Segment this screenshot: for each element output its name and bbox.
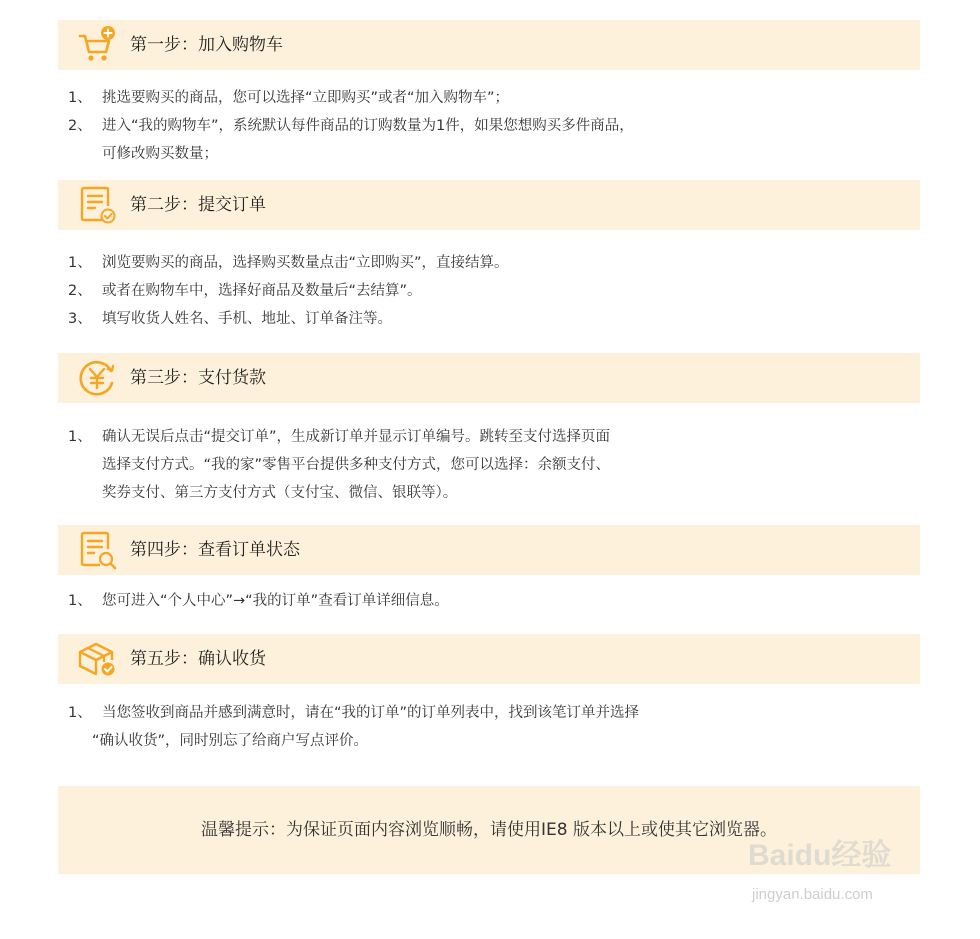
step-3-header [58,353,920,403]
list-item [68,305,928,333]
item-text-continued: 奖券支付、第三方支付方式（支付宝、微信、银联等）。 [102,485,458,501]
list-item [68,277,928,305]
item-text: 您可进入“个人中心”→“我的订单”查看订单详细信息。 [102,593,449,609]
item-number: 1、 [68,429,92,445]
item-text: 浏览要购买的商品，选择购买数量点击“立即购买”，直接结算。 [102,255,509,271]
step-3-title: 第三步：支付货款 [130,368,266,388]
item-number: 1、 [68,90,92,106]
step-5-header [58,634,920,684]
item-text: 填写收货人姓名、手机、地址、订单备注等。 [102,311,392,327]
item-text-continued: “确认收货”，同时别忘了给商户写点评价。 [92,733,369,749]
yuan-payment-icon [76,357,118,399]
order-search-icon [76,529,118,571]
step-4-title: 第四步：查看订单状态 [130,540,300,560]
step-4-list [68,587,928,615]
watermark [748,830,928,920]
step-1-list [68,84,928,168]
item-number: 1、 [68,593,92,609]
item-text-continued: 选择支付方式。“我的家”零售平台提供多种支付方式，您可以选择：余额支付、 [102,457,611,473]
item-text: 当您签收到商品并感到满意时，请在“我的订单”的订单列表中，找到该笔订单并选择 [102,705,640,721]
list-item [68,84,928,112]
item-number: 1、 [68,705,92,721]
item-text: 或者在购物车中，选择好商品及数量后“去结算”。 [102,283,422,299]
package-check-icon [76,638,118,680]
item-text: 进入“我的购物车”，系统默认每件商品的订购数量为1件，如果您想购买多件商品， [102,118,634,134]
tip-banner: 温馨提示：为保证页面内容浏览顺畅，请使用IE8 版本以上或使其它浏览器。 [58,786,920,874]
list-item [68,699,928,755]
watermark-logo: Baidu经验 [748,839,892,872]
item-text: 确认无误后点击“提交订单”，生成新订单并显示订单编号。跳转至支付选择页面 [102,429,611,445]
list-item [68,249,928,277]
step-1-title: 第一步：加入购物车 [130,35,283,55]
step-3-list [68,423,928,507]
item-number: 2、 [68,283,92,299]
item-text: 挑选要购买的商品，您可以选择“立即购买”或者“加入购物车”； [102,90,510,106]
shopping-cart-add-icon [76,24,118,66]
order-document-check-icon [76,184,118,226]
item-number: 1、 [68,255,92,271]
step-2-list [68,249,928,333]
step-5-title: 第五步：确认收货 [130,649,266,669]
list-item [68,112,928,168]
step-5-list [68,699,928,755]
item-number: 2、 [68,118,92,134]
step-2-title: 第二步：提交订单 [130,195,266,215]
step-2-header [58,180,920,230]
step-4-header [58,525,920,575]
watermark-url: jingyan.baidu.com [752,886,873,903]
item-text-continued: 可修改购买数量； [102,146,218,162]
list-item [68,587,928,615]
list-item [68,423,928,507]
step-1-header [58,20,920,70]
item-number: 3、 [68,311,92,327]
